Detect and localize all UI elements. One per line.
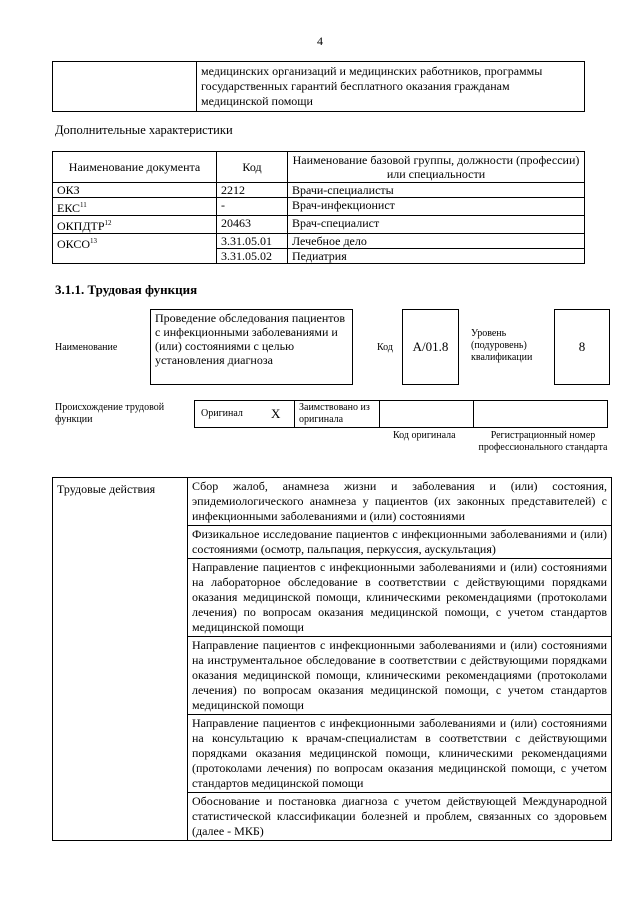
name-cell: Педиатрия — [288, 249, 585, 264]
reg-number-cell — [473, 400, 608, 428]
qualification-level-box: 8 — [554, 309, 610, 385]
borrowed-cell: Заимствовано из оригинала — [294, 400, 380, 428]
empty-cell — [53, 62, 197, 112]
original-cell — [194, 400, 295, 428]
column-header-name: Наименование базовой группы, должности (профессии) или специальности — [288, 152, 585, 183]
code-label: Код — [377, 342, 393, 353]
table-header-row — [53, 152, 585, 183]
footnote-ref: 12 — [104, 219, 112, 227]
column-header-code: Код — [217, 152, 288, 183]
labor-actions-table — [52, 477, 612, 841]
name-cell: Врач-специалист — [288, 216, 585, 234]
table-row — [53, 62, 585, 112]
column-header-document: Наименование документа — [53, 152, 217, 183]
labor-action-item: Сбор жалоб, анамнеза жизни и заболевания и (или) состояния, эпидемиологического анамнеза у пациентов (их законных представителей) с инфекционными заболеваниями и (или) состояниями — [188, 478, 612, 526]
code-cell: 3.31.05.01 — [217, 234, 288, 249]
page-number: 4 — [317, 34, 323, 48]
continuation-table — [52, 61, 585, 112]
code-cell: 20463 — [217, 216, 288, 234]
table-row — [53, 234, 585, 249]
footnote-ref: 13 — [90, 237, 98, 245]
labor-function-title: 3.1.1. Трудовая функция — [55, 282, 198, 297]
doc-cell — [53, 234, 217, 264]
original-label: Оригинал — [201, 408, 243, 419]
code-original-cell — [379, 400, 474, 428]
doc-name: ОКЗ — [57, 183, 80, 197]
labor-action-item: Направление пациентов с инфекционными заболеваниями и (или) состояниями на консультацию к врачам-специалистам в соответствии с действующими порядками оказания медицинской помощи, клиническими рекомендациями (протоколами лечения) по вопросам оказания медицинской помощи, с учетом стандартов медицинской помощи — [188, 715, 612, 793]
table-row — [53, 183, 585, 198]
doc-cell — [53, 183, 217, 198]
additional-characteristics-heading: Дополнительные характеристики — [55, 123, 233, 137]
table-row — [53, 198, 585, 216]
code-cell: 2212 — [217, 183, 288, 198]
labor-action-item: Направление пациентов с инфекционными заболеваниями и (или) состояниями на лабораторное обследование в соответствии с действующими порядками оказания медицинской помощи, клиническими рекомендациями (протоколами лечения) по вопросам оказания медицинской помощи, с учетом стандартов медицинской помощи — [188, 559, 612, 637]
code-cell: - — [217, 198, 288, 216]
function-name-box: Проведение обследования пациентов с инфекционными заболеваниями и (или) состояниями с целью установления диагноза — [150, 309, 353, 385]
name-cell: Лечебное дело — [288, 234, 585, 249]
doc-name: ОКПДТР — [57, 219, 105, 233]
footnote-ref: 11 — [80, 201, 87, 209]
table-row — [53, 216, 585, 234]
labor-action-item: Направление пациентов с инфекционными заболеваниями и (или) состояниями на инструментальное обследование в соответствии с действующими порядками оказания медицинской помощи, клиническими рекомендациями (протоколами лечения) по вопросам оказания медицинской помощи, с учетом стандартов медицинской помощи — [188, 637, 612, 715]
origin-label: Происхождение трудовой функции — [55, 402, 165, 425]
name-cell: Врачи-специалисты — [288, 183, 585, 198]
doc-name: ЕКС — [57, 201, 81, 215]
doc-name: ОКСО — [57, 237, 91, 251]
doc-cell — [53, 216, 217, 234]
original-mark: X — [271, 406, 281, 421]
additional-characteristics-table — [52, 151, 585, 264]
code-original-label: Код оригинала — [393, 430, 456, 441]
labor-action-item: Обоснование и постановка диагноза с учетом действующей Международной статистической классификации болезней и проблем, связанных со здоровьем (далее - МКБ) — [188, 793, 612, 841]
doc-cell — [53, 198, 217, 216]
name-cell: Врач-инфекционист — [288, 198, 585, 216]
function-code-box: A/01.8 — [402, 309, 459, 385]
name-label: Наименование — [55, 342, 118, 353]
qualification-level-label: Уровень (подуровень) квалификации — [471, 328, 533, 363]
labor-action-item: Физикальное исследование пациентов с инфекционными заболеваниями и (или) состояниями (осмотр, пальпация, перкуссия, аускультация) — [188, 526, 612, 559]
continuation-text: медицинских организаций и медицинских работников, программы государственных гарантий бесплатного оказания гражданам медицинской помощи — [197, 62, 585, 112]
labor-actions-label: Трудовые действия — [53, 478, 188, 841]
code-cell: 3.31.05.02 — [217, 249, 288, 264]
origin-row — [194, 400, 608, 428]
table-row — [53, 478, 612, 526]
reg-number-label: Регистрационный номер профессионального стандарта — [478, 430, 608, 453]
